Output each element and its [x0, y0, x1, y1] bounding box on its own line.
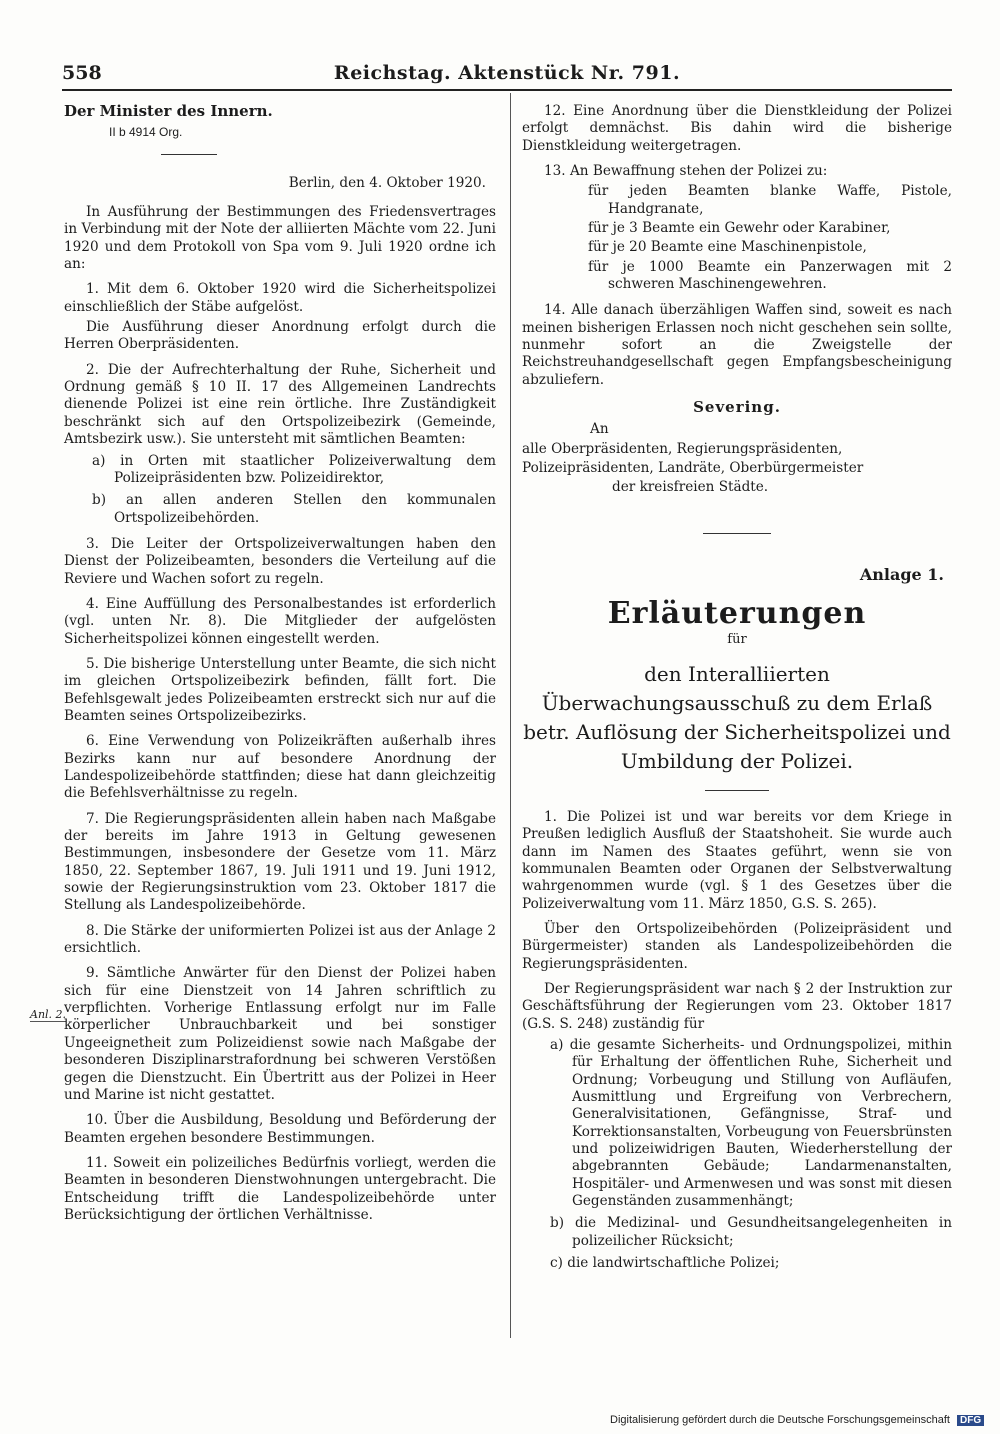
paragraph-14: 14. Alle danach überzähligen Waffen sind, soweit es nach meinen bisherigen Erlassen noch nicht geschehen sein sollte, nunmehr sofort an die Zweigstelle der Reichstreuhandgesellschaft gegen Empfangsbescheinigung abzuliefern. [522, 302, 952, 388]
paragraph-6: 6. Eine Verwendung von Polizeikräften außerhalb ihres Bezirks kann nur auf besondere Anordnung der Landespolizeibehörde stattfinden; diese hat dann gleichzeitig die Befehlsverhältnisse zu regeln. [64, 733, 496, 802]
explanation-2: Über den Ortspolizeibehörden (Polizeipräsident und Bürgermeister) standen als Landespolizeibehörden die Regierungspräsidenten. [522, 920, 952, 972]
dfg-logo: DFG [957, 1415, 984, 1426]
paragraph-2b: b) an allen anderen Stellen den kommunalen Ortspolizeibehörden. [92, 492, 496, 526]
explanation-c: c) die landwirtschaftliche Polizei; [550, 1255, 780, 1272]
appendix-label: Anlage 1. [859, 564, 944, 584]
appendix-heading: Erläuterungen [607, 596, 867, 632]
paragraph-2: 2. Die der Aufrechterhaltung der Ruhe, Sicherheit und Ordnung gemäß § 10 II. 17 des Allgemeinen Landrechts dienende Polizei ist eine rein örtliche. Ihre Zuständigkeit beschränkt sich auf den Ortspolizeibezirk (Gemeinde, Amtsbezirk usw.). Sie untersteht mit sämtlichen Beamten: [64, 361, 496, 448]
reference-number: II b 4914 Org. [109, 125, 183, 140]
paragraph-11: 11. Soweit ein polizeiliches Bedürfnis vorliegt, werden die Beamten in besonderen Dienstwohnungen untergebracht. Die Entscheidung trifft die Landespolizeibehörde unter Berücksichtigung der örtlichen Verhältnisse. [64, 1154, 496, 1223]
weapons-item-1: für jeden Beamten blanke Waffe, Pistole, Handgranate, [588, 183, 952, 217]
minister-heading: Der Minister des Innern. [64, 102, 273, 120]
heading-for: für [727, 631, 747, 647]
separator [705, 790, 769, 791]
paragraph-4: 4. Eine Auffüllung des Personalbestandes ist erforderlich (vgl. unten Nr. 8). Die Mitglieder der aufgelösten Sicherheitspolizei können eingestellt werden. [64, 595, 496, 647]
address-line-1: alle Oberpräsidenten, Regierungspräsidenten, [522, 440, 843, 457]
intro-paragraph: In Ausführung der Bestimmungen des Friedensvertrages in Verbindung mit der Note der alliierten Mächte vom 22. Juni 1920 und dem Protokoll von Spa vom 9. Juli 1920 ordne ich an: [64, 204, 496, 273]
address-line-2: Polizeipräsidenten, Landräte, Oberbürgermeister [522, 459, 864, 476]
page-header [62, 62, 952, 84]
left-column [64, 103, 496, 1232]
paragraph-10: 10. Über die Ausbildung, Besoldung und Beförderung der Beamten ergehen besondere Bestimmungen. [64, 1112, 496, 1146]
weapons-item-4: für je 1000 Beamte ein Panzerwagen mit 2 schweren Maschinengewehren. [588, 258, 952, 293]
running-title: Reichstag. Aktenstück Nr. 791. [333, 62, 681, 84]
explanation-a: a) die gesamte Sicherheits- und Ordnungspolizei, mithin für Erhaltung der öffentlichen Ruhe, Sicherheit und Ordnung; Vorbeugung und Stillung von Aufläufen, Ausmittlung und Ergreifung von Verbrechern, Generalvisitationen, Gefängnisse, Straf- und Korrektionsanstalten, Vorbeugung von Feuersbrünsten und polizeiwidrigen Bauten, Wiederherstellung der abgebrannten Gebäude; Landarmenanstalten, Hospitäler- und Armenwesen und was sonst mit diesen Gegenständen zusammenhängt; [550, 1037, 952, 1210]
right-column [522, 103, 952, 1277]
paragraph-12: 12. Eine Anordnung über die Dienstkleidung der Polizei erfolgt demnächst. Bis dahin wird die bisherige Dienstkleidung weitergetragen. [522, 103, 952, 154]
column-divider [510, 93, 511, 1338]
paragraph-1b: Die Ausführung dieser Anordnung erfolgt durch die Herren Oberpräsidenten. [64, 319, 496, 353]
paragraph-8: 8. Die Stärke der uniformierten Polizei ist aus der Anlage 2 ersichtlich. [64, 922, 496, 957]
explanation-3: Der Regierungspräsident war nach § 2 der Instruktion zur Geschäftsführung der Regierungen vom 23. Oktober 1817 (G.S. S. 248) zuständig für [522, 980, 952, 1032]
appendix-subtitle: den Interalliierten Überwachungsausschuß zu dem Erlaß betr. Auflösung der Sicherheitspolizei und Umbildung der Polizei. [523, 661, 951, 773]
paragraph-5: 5. Die bisherige Unterstellung unter Beamte, die sich nicht im gleichen Ortspolizeibezirk befinden, fällt fort. Die Befehlsgewalt jedes Polizeibeamten erstreckt sich nur auf die Beamten seines Ortspolizeibezirks. [64, 655, 496, 724]
address-line-3: der kreisfreien Städte. [612, 478, 769, 495]
page-number: 558 [62, 62, 102, 84]
paragraph-13: 13. An Bewaffnung stehen der Polizei zu: [544, 163, 828, 180]
digitization-footer [610, 1414, 984, 1426]
place-date: Berlin, den 4. Oktober 1920. [288, 174, 486, 191]
margin-note: Anl. 2. [30, 1008, 67, 1021]
paragraph-7: 7. Die Regierungspräsidenten allein haben nach Maßgabe der bereits im Jahre 1913 in Geltung gewesenen Bestimmungen, insbesondere der Gesetze vom 11. März 1850, 22. September 1867, 19. Juli 1911 und 19. Juni 1912, sowie der Regierungsinstruktion vom 23. Oktober 1817 die Stellung als Landespolizeibehörde. [64, 810, 496, 914]
paragraph-2a: a) in Orten mit staatlicher Polizeiverwaltung dem Polizeipräsidenten bzw. Polizeidirektor, [92, 452, 496, 486]
weapons-item-2: für je 3 Beamte ein Gewehr oder Karabiner, [588, 220, 891, 237]
paragraph-1: 1. Mit dem 6. Oktober 1920 wird die Sicherheitspolizei einschließlich der Stäbe aufgelöst. [64, 281, 496, 315]
explanation-b: b) die Medizinal- und Gesundheitsangelegenheiten in polizeilicher Rücksicht; [550, 1215, 952, 1249]
separator [161, 154, 217, 155]
header-rule [62, 89, 952, 91]
paragraph-9: 9. Sämtliche Anwärter für den Dienst der Polizei haben sich für eine Dienstzeit von 14 Jahren schriftlich zu verpflichten. Vorherige Entlassung erfolgt nur im Falle körperlicher Unbrauchbarkeit und bei sonstiger Ungeeignetheit zum Polizeidienst sowie nach Maßgabe der besonderen Disziplinarstrafordnung bei schweren Verstößen gegen die Dienstzucht. Ein Übertritt aus der Polizei in Heer und Marine ist nicht gestattet. [64, 965, 496, 1103]
signature: Severing. [693, 398, 781, 417]
weapons-item-3: für je 20 Beamte eine Maschinenpistole, [588, 239, 867, 256]
separator [703, 533, 771, 534]
address-block [522, 440, 952, 497]
paragraph-3: 3. Die Leiter der Ortspolizeiverwaltungen haben den Dienst der Polizeibeamten, besonders die Verteilung auf die Reviere und Wachen sofort zu regeln. [64, 535, 496, 587]
footer-text: Digitalisierung gefördert durch die Deutsche Forschungsgemeinschaft [610, 1414, 950, 1426]
address-to: An [590, 420, 609, 437]
explanation-1: 1. Die Polizei ist und war bereits vor dem Kriege in Preußen lediglich Ausfluß der Staatshoheit. Sie wurde auch dann im Namen des Staates geführt, wenn sie von kommunalen Beamten oder Organen der Selbstverwaltung wahrgenommen wurde (vgl. § 1 des Gesetzes über die Polizeiverwaltung vom 11. März 1850, G.S. S. 265). [522, 808, 952, 912]
